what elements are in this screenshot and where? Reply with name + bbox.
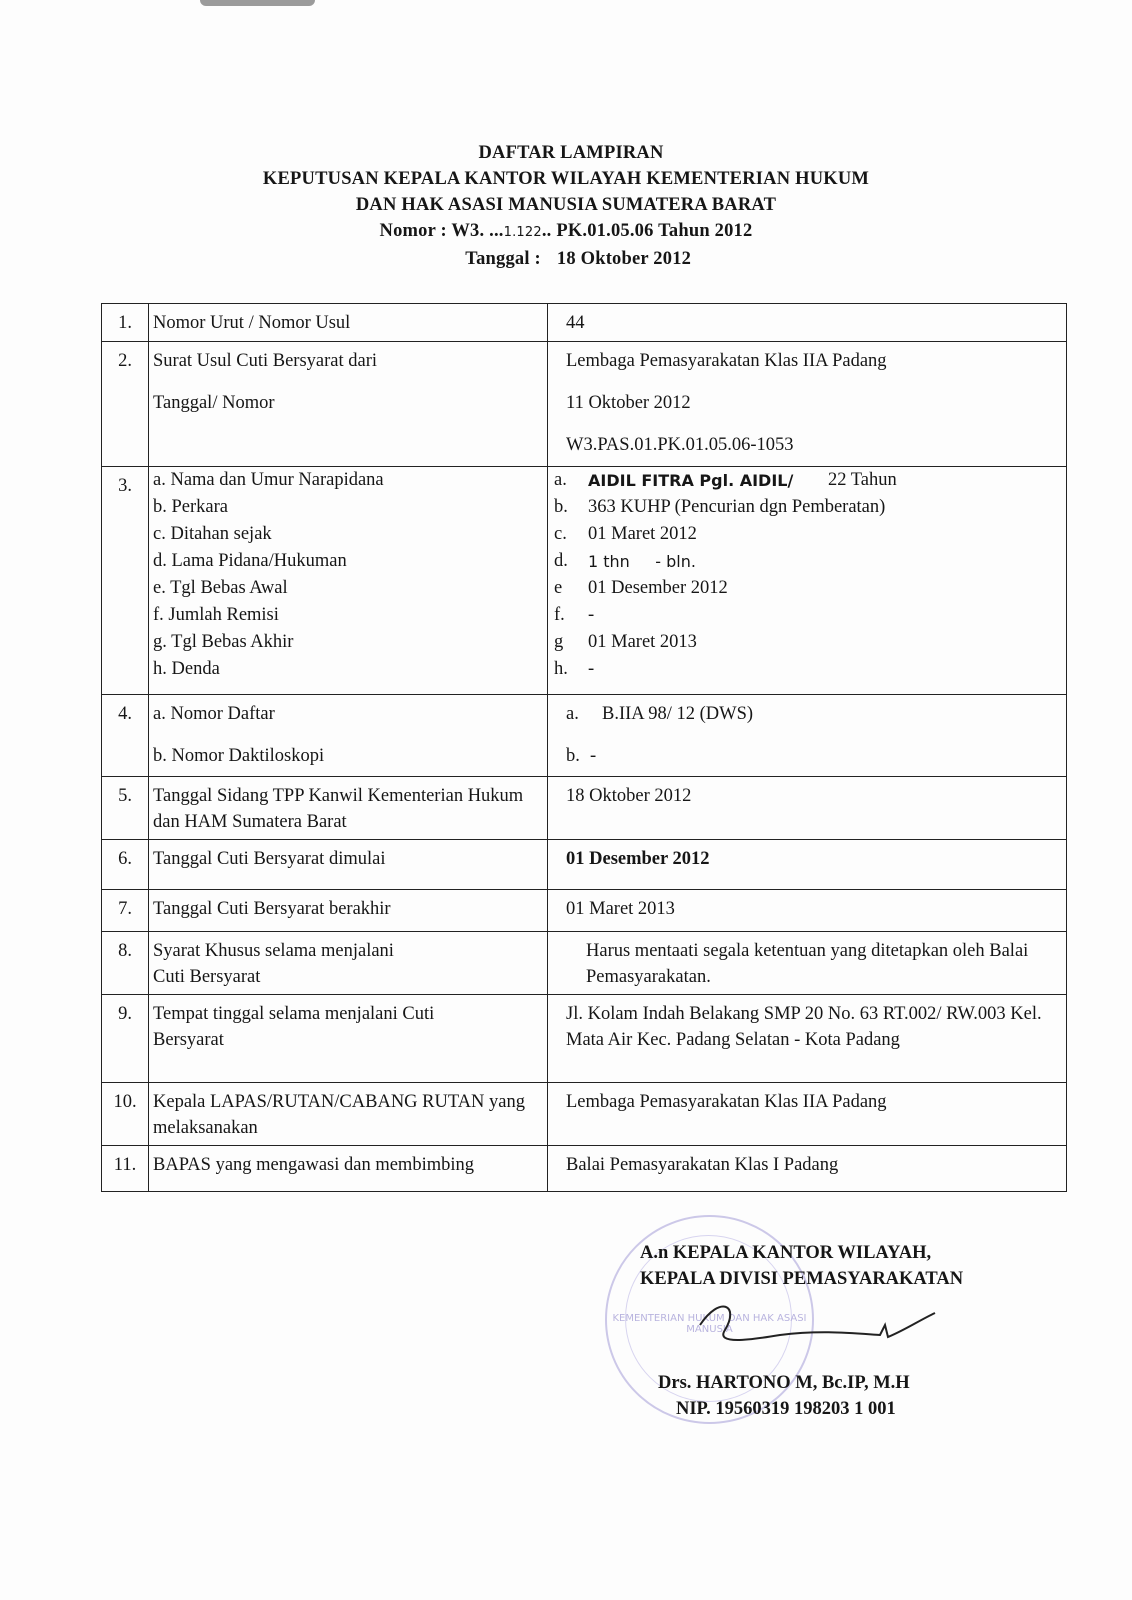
prisoner-name: AIDIL FITRA Pgl. AIDIL/ <box>588 471 794 490</box>
row-number: 4. <box>102 695 149 777</box>
value-text: - <box>590 746 597 766</box>
handwritten-signature-icon <box>680 1285 940 1365</box>
row-number: 1. <box>102 304 149 342</box>
value-text: 01 Maret 2012 <box>588 524 697 544</box>
row-label: BAPAS yang mengawasi dan membimbing <box>149 1146 548 1192</box>
row-number: 8. <box>102 932 149 995</box>
label-surat-usul: Surat Usul Cuti Bersyarat dari <box>153 351 378 371</box>
row-number: 10. <box>102 1083 149 1146</box>
table-row <box>102 932 1067 995</box>
value-text: 01 Desember 2012 <box>588 578 728 598</box>
letter: b. <box>566 746 580 766</box>
row-number: 6. <box>102 840 149 890</box>
table-row <box>102 890 1067 932</box>
row-value: Lembaga Pemasyarakatan Klas IIA Padang <box>548 1083 1067 1146</box>
table-row <box>102 840 1067 890</box>
label-bebas-awal: e. Tgl Bebas Awal <box>153 578 288 598</box>
letter: b. <box>554 497 568 517</box>
value-text: - <box>588 659 595 679</box>
header-tanggal <box>0 246 1132 272</box>
row-number: 7. <box>102 890 149 932</box>
letter: e <box>554 578 563 598</box>
letter: a. <box>566 704 579 724</box>
row-label: Tempat tinggal selama menjalani Cuti Bersyarat <box>149 995 548 1083</box>
row-number: 9. <box>102 995 149 1083</box>
label-denda: h. Denda <box>153 659 220 679</box>
value-text: - <box>588 605 595 625</box>
header-line-3: DAN HAK ASASI MANUSIA SUMATERA BARAT <box>355 195 777 215</box>
value-remisi <box>554 602 1062 629</box>
row-value <box>548 467 1067 695</box>
value-text: 01 Maret 2013 <box>588 632 697 652</box>
row-value <box>548 695 1067 777</box>
row-number: 3. <box>102 467 149 695</box>
letter: h. <box>554 659 568 679</box>
table-row <box>102 1146 1067 1192</box>
header-nomor <box>0 218 1132 246</box>
letter: f. <box>554 605 565 625</box>
row-label <box>149 467 548 695</box>
row-number: 11. <box>102 1146 149 1192</box>
letter: g <box>554 632 564 652</box>
row-value: 01 Desember 2012 <box>548 840 1067 890</box>
nomor-handwritten: 1.122 <box>503 225 542 240</box>
label-nama: a. Nama dan Umur Narapidana <box>153 470 384 490</box>
prisoner-age: 22 Tahun <box>828 470 897 490</box>
value-tanggal: 11 Oktober 2012 <box>566 393 691 413</box>
value-daktiloskopi <box>566 743 1062 769</box>
row-value: Jl. Kolam Indah Belakang SMP 20 No. 63 RT.002/ RW.003 Kel. Mata Air Kec. Padang Selatan - Kota Padang <box>548 995 1067 1083</box>
signatory-title: A.n KEPALA KANTOR WILAYAH, <box>640 1243 932 1263</box>
value-nomor: W3.PAS.01.PK.01.05.06-1053 <box>566 435 794 455</box>
row-number: 5. <box>102 777 149 840</box>
letter: d. <box>554 551 568 571</box>
nomor-prefix: Nomor : W3. ... <box>379 221 504 241</box>
row-label: Tanggal Cuti Bersyarat dimulai <box>149 840 548 890</box>
table-row <box>102 695 1067 777</box>
header-title: DAFTAR LAMPIRAN <box>478 143 664 163</box>
value-text: 1 thn - bln. <box>588 552 696 571</box>
value-lembaga: Lembaga Pemasyarakatan Klas IIA Padang <box>566 351 887 371</box>
value-lama-pidana <box>554 548 1062 575</box>
row-value: Harus mentaati segala ketentuan yang ditetapkan oleh Balai Pemasyarakatan. <box>548 932 1067 995</box>
value-nama <box>554 467 1062 494</box>
value-denda <box>554 656 1062 683</box>
value-bebas-akhir <box>554 629 1062 656</box>
row-label: Kepala LAPAS/RUTAN/CABANG RUTAN yang melaksanakan <box>149 1083 548 1146</box>
value-text: B.IIA 98/ 12 (DWS) <box>602 704 754 724</box>
label-ditahan: c. Ditahan sejak <box>153 524 272 544</box>
table-row <box>102 342 1067 467</box>
label-lama-pidana: d. Lama Pidana/Hukuman <box>153 551 347 571</box>
nomor-suffix: .. PK.01.05.06 Tahun 2012 <box>541 221 753 241</box>
row-value: 18 Oktober 2012 <box>548 777 1067 840</box>
label-perkara: b. Perkara <box>153 497 228 517</box>
table-row <box>102 467 1067 695</box>
attachment-table <box>101 303 1067 1192</box>
document-header <box>0 140 1132 272</box>
row-label: Tanggal Sidang TPP Kanwil Kementerian Hukum dan HAM Sumatera Barat <box>149 777 548 840</box>
table-row <box>102 304 1067 342</box>
letter: a. <box>554 470 567 490</box>
tanggal-label: Tanggal : <box>465 249 541 269</box>
row-value: Balai Pemasyarakatan Klas I Padang <box>548 1146 1067 1192</box>
stamp-text: KEMENTERIAN HUKUM DAN HAK ASASI MANUSIA <box>612 1313 807 1335</box>
row-label <box>149 342 548 467</box>
tanggal-value: 18 Oktober 2012 <box>556 249 692 269</box>
value-text: 363 KUHP (Pencurian dgn Pemberatan) <box>588 497 886 517</box>
row-label: Tanggal Cuti Bersyarat berakhir <box>149 890 548 932</box>
table-row <box>102 777 1067 840</box>
value-ditahan <box>554 521 1062 548</box>
header-line-2: KEPUTUSAN KEPALA KANTOR WILAYAH KEMENTERIAN HUKUM <box>262 169 870 189</box>
value-perkara <box>554 494 1062 521</box>
signatory-division: KEPALA DIVISI PEMASYARAKATAN <box>640 1269 964 1289</box>
label-nomor-daftar: a. Nomor Daftar <box>153 704 275 724</box>
value-nomor-daftar <box>566 701 1062 727</box>
row-label <box>149 695 548 777</box>
table-row <box>102 1083 1067 1146</box>
letter: c. <box>554 524 567 544</box>
table-row <box>102 995 1067 1083</box>
signatory-nip: NIP. 19560319 198203 1 001 <box>676 1399 896 1419</box>
value-bebas-awal <box>554 575 1062 602</box>
label-daktiloskopi: b. Nomor Daktiloskopi <box>153 746 325 766</box>
row-number: 2. <box>102 342 149 467</box>
signatory-name: Drs. HARTONO M, Bc.IP, M.H <box>658 1373 910 1393</box>
row-value: 44 <box>548 304 1067 342</box>
row-label: Nomor Urut / Nomor Usul <box>149 304 548 342</box>
label-remisi: f. Jumlah Remisi <box>153 605 279 625</box>
label-bebas-akhir: g. Tgl Bebas Akhir <box>153 632 294 652</box>
row-value <box>548 342 1067 467</box>
row-label: Syarat Khusus selama menjalani Cuti Bersyarat <box>149 932 548 995</box>
label-tanggal-nomor: Tanggal/ Nomor <box>153 393 275 413</box>
row-value: 01 Maret 2013 <box>548 890 1067 932</box>
scan-artifact <box>200 0 315 6</box>
